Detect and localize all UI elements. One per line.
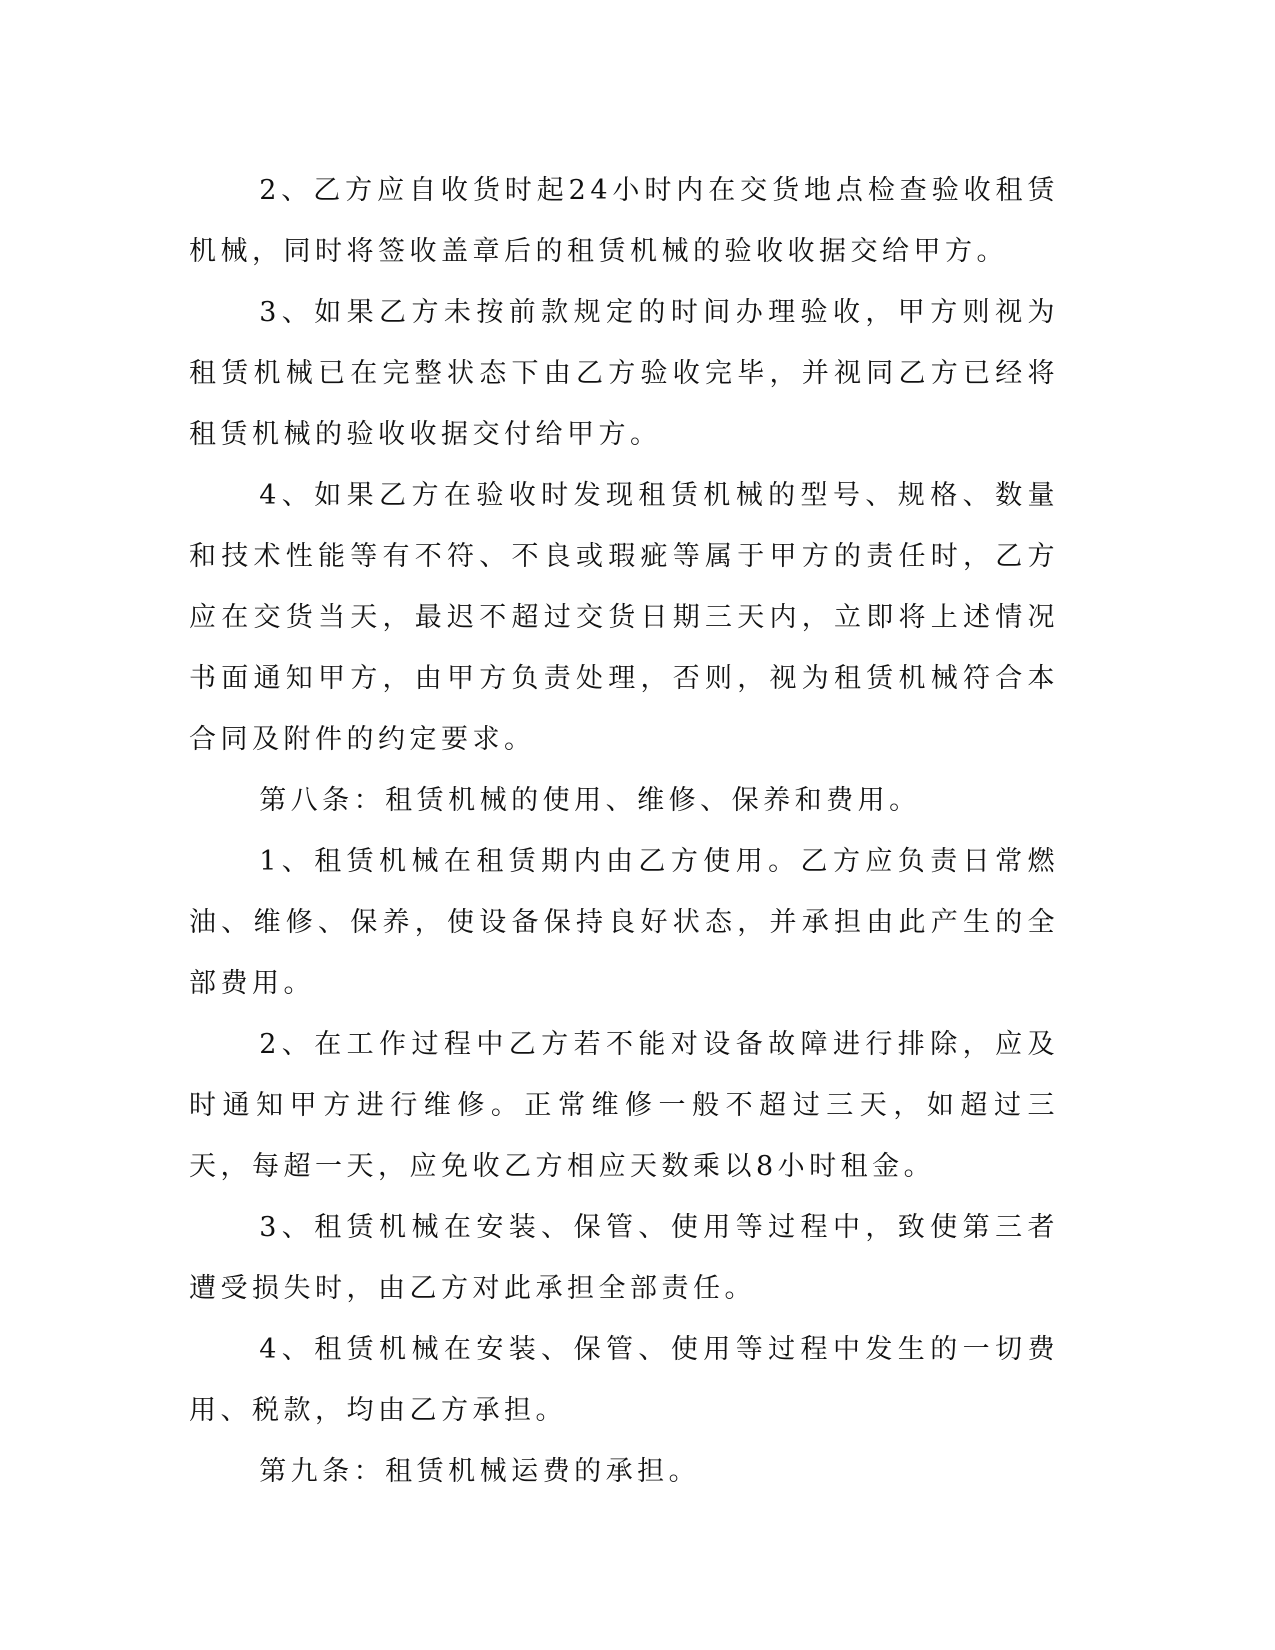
paragraph-clause-7-4: 4、如果乙方在验收时发现租赁机械的型号、规格、数量和技术性能等有不符、不良或瑕疵等属于甲方的责任时，乙方应在交货当天，最迟不超过交货日期三天内，立即将上述情况书面通知甲方，由甲方负责处理，否则，视为租赁机械符合本合同及附件的约定要求。: [189, 480, 1059, 755]
paragraph-clause-7-2: 2、乙方应自收货时起24小时内在交货地点检查验收租赁机械，同时将签收盖章后的租赁机械的验收收据交给甲方。: [189, 175, 1059, 267]
paragraph-clause-7-3: 3、如果乙方未按前款规定的时间办理验收，甲方则视为租赁机械已在完整状态下由乙方验收完毕，并视同乙方已经将租赁机械的验收收据交付给甲方。: [189, 297, 1059, 450]
paragraph-clause-8-4: 4、租赁机械在安装、保管、使用等过程中发生的一切费用、税款，均由乙方承担。: [189, 1334, 1059, 1426]
paragraph-clause-8-2: 2、在工作过程中乙方若不能对设备故障进行排除，应及时通知甲方进行维修。正常维修一般不超过三天，如超过三天，每超一天，应免收乙方相应天数乘以8小时租金。: [189, 1029, 1059, 1182]
paragraph-clause-8-1: 1、租赁机械在租赁期内由乙方使用。乙方应负责日常燃油、维修、保养，使设备保持良好状态，并承担由此产生的全部费用。: [189, 846, 1059, 999]
article-9-heading: 第九条：租赁机械运费的承担。: [259, 1456, 701, 1487]
article-8-heading: 第八条：租赁机械的使用、维修、保养和费用。: [259, 785, 921, 816]
paragraph-clause-8-3: 3、租赁机械在安装、保管、使用等过程中，致使第三者遭受损失时，由乙方对此承担全部责任。: [189, 1212, 1059, 1304]
document-body: [189, 160, 1059, 1502]
